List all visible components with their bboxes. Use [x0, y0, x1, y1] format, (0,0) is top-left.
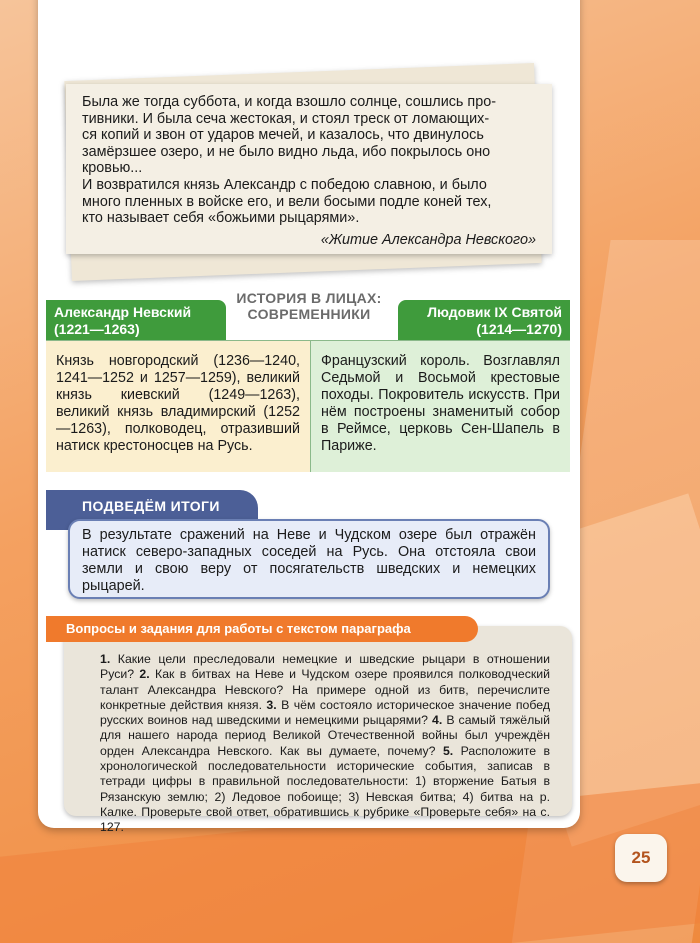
quote-line: тивники. И была сеча жестокая, и стоял треск от ломающих- [82, 110, 490, 127]
questions-tab-label: Вопросы и задания для работы с текстом параграфа [66, 621, 411, 636]
summary-tab-label: ПОДВЕДЁМ ИТОГИ [82, 498, 220, 514]
quote-line: замёрзшее озеро, и не было видно льда, ибо покрылось оно [82, 143, 491, 160]
persons-title-line: СОВРЕМЕННИКИ [247, 306, 371, 322]
question-text: Как в битвах на Неве и Чудском озере проявился полководческий талант Александра Невского? На примере одной из битв, перечислите конкретные действия князя. [100, 667, 550, 712]
quote-line: Была же тогда суббота, и когда взошло солнце, сошлись про- [82, 94, 497, 110]
person-right-header [398, 300, 570, 342]
question-number: 3. [266, 697, 277, 712]
question-text: В самый тяжёлый для нашего народа период Великой Отечественной войны был учреждён орден Александра Невского. Как вы думаете, почему? [100, 713, 550, 758]
question-number: 4. [432, 713, 443, 728]
question-number: 1. [100, 652, 111, 666]
persons-section-title [224, 290, 394, 322]
questions-list [100, 652, 550, 836]
quote-line: много пленных в войске его, и вели босыми подле коней тех, [82, 193, 492, 210]
person-left-years: (1221—1263) [54, 321, 140, 337]
question-text: В чём состояло историческое значение побед русских воинов над шведскими и немецкими рыцарями? [100, 697, 550, 728]
person-right-name: Людовик IX Святой [427, 304, 562, 320]
quote-line: кровью... [82, 160, 143, 177]
quote-card [66, 84, 552, 254]
person-left-description: Князь новгородский (1236—1240, 1241—1252 и 1257—1259), великий князь киевский (1249—1263), великий князь владимирский (1252—1263), полководец, отразивший натиск крестоносцев на Русь. [46, 340, 310, 472]
quote-source: «Житие Александра Невского» [320, 232, 536, 248]
quote-line: ся копий и звон от ударов мечей, и казалось, что двинулось [82, 127, 484, 144]
quote-line: кто называет себя «божьими рыцарями». [82, 210, 360, 227]
person-right-years: (1214—1270) [476, 321, 562, 337]
page-number: 25 [615, 834, 667, 882]
question-text: Расположите в хронологической последовательности исторические события, записав в тетради цифры в правильной последовательности: 1) вторжение Батыя в Рязанскую землю; 2) Ледовое побоище; 3) Невская битва; 4) битва на р. Калке. Проверьте свой ответ, обратившись к рубрике «Проверьте себя» на с. 127. [100, 743, 550, 835]
questions-tab [46, 616, 478, 642]
person-left-header [46, 300, 226, 342]
persons-title-line: ИСТОРИЯ В ЛИЦАХ: [236, 290, 382, 306]
question-number: 2. [139, 667, 150, 682]
person-left-name: Александр Невский [54, 304, 192, 320]
question-text: Какие цели преследовали немецкие и шведские рыцари в отношении Руси? [100, 652, 550, 682]
quote-line: И возвратился князь Александр с победою славною, и было [82, 176, 487, 193]
summary-box: В результате сражений на Неве и Чудском озере был отражён натиск северо-западных соседей на Русь. Она отстояла свои земли и свою веру от посягательств шведских и немецких рыцарей. [68, 519, 550, 599]
question-number: 5. [442, 743, 454, 758]
person-right-description: Французский король. Возглавлял Седьмой и Восьмой крестовые походы. Покровитель искусств. При нём построены знаменитый собор в Реймсе, церковь Сен-Шапель в Париже. [310, 340, 570, 472]
